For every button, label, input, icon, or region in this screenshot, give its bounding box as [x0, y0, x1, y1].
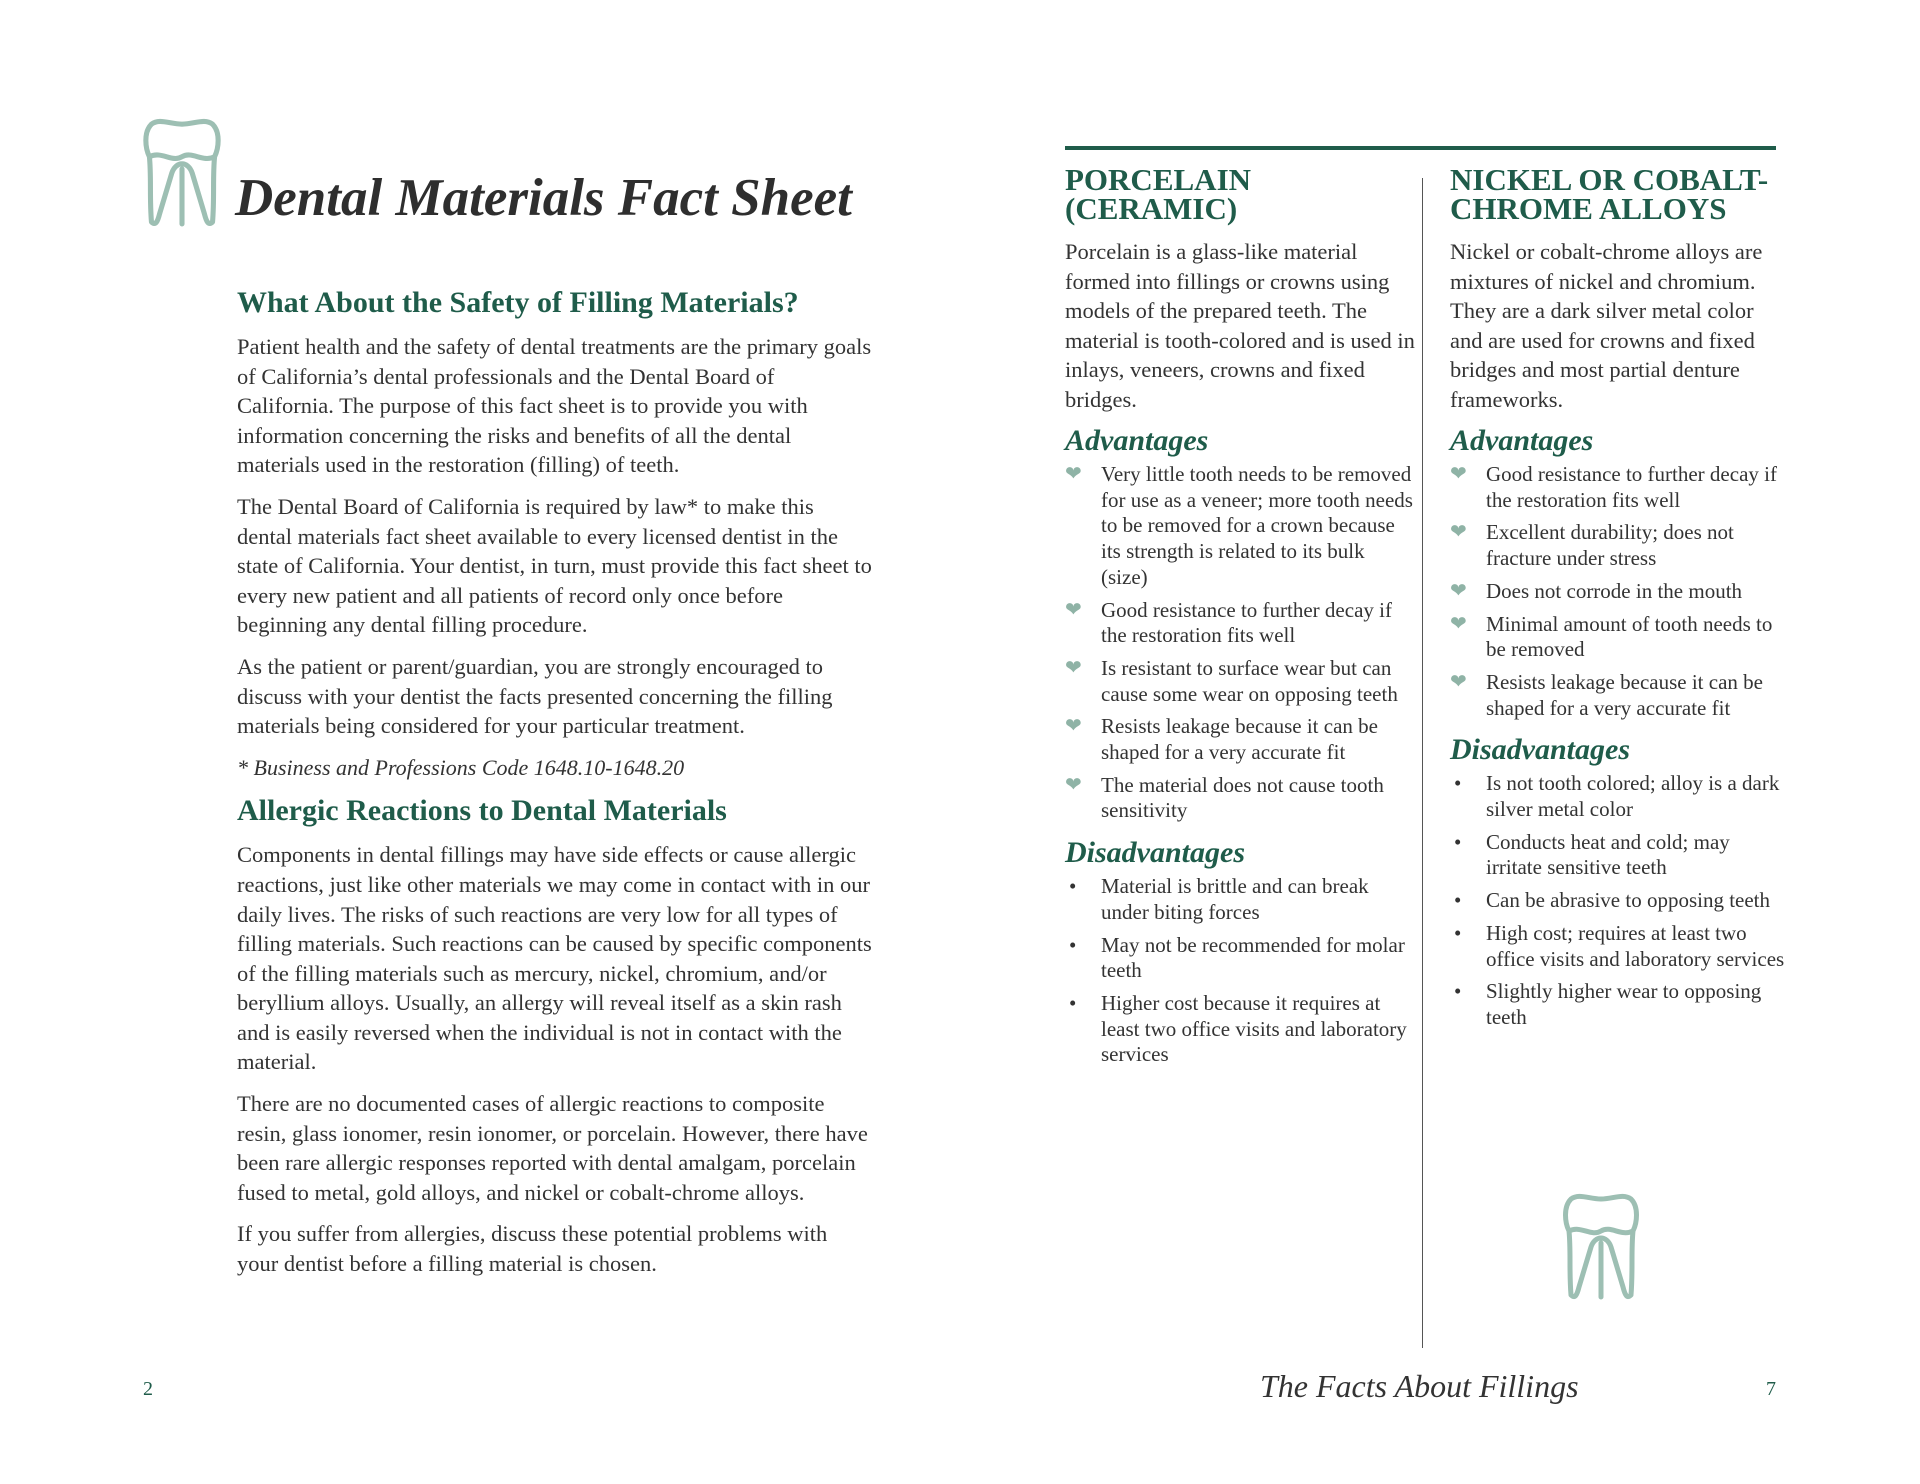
heart-bullet-icon: ❤: [1065, 773, 1082, 796]
paragraph: Patient health and the safety of dental treatments are the primary goals of California’s dental professionals and the Dental Board of California. The purpose of this fact sheet is to provide you with information concerning the risks and benefits of all the dental materials used in the restoration (filling) of teeth.: [237, 334, 872, 478]
tooth-icon: [1561, 1190, 1641, 1302]
bullet-dot-icon: •: [1454, 979, 1462, 1004]
heart-bullet-icon: ❤: [1450, 612, 1467, 635]
bullet-dot-icon: •: [1069, 932, 1077, 957]
section-heading-allergic: Allergic Reactions to Dental Materials: [237, 794, 727, 828]
column-intro: Nickel or cobalt-chrome alloys are mixtures of nickel and chromium. They are a dark silver metal color and are used for crowns and fixed bridges and most partial denture frameworks.: [1450, 239, 1763, 412]
paragraph: The Dental Board of California is required by law* to make this dental materials fact sheet available to every licensed dentist in the state of California. Your dentist, in turn, must provide this fact sheet to every new patient and all patients of record only once before beginning any dental filling procedure.: [237, 493, 872, 638]
paragraph: If you suffer from allergies, discuss these potential problems with your dentist before a filling material is chosen.: [237, 1221, 828, 1277]
footer-title: The Facts About Fillings: [1260, 1368, 1579, 1404]
page-number-right: 7: [1766, 1378, 1776, 1400]
bullet-dot-icon: •: [1454, 888, 1462, 913]
item-text: May not be recommended for molar teeth: [1101, 932, 1405, 983]
advantages-heading: Advantages: [1450, 424, 1594, 457]
column-heading: PORCELAIN (CERAMIC): [1065, 162, 1252, 226]
list-item: [1065, 773, 1415, 824]
list-item: [1450, 520, 1790, 571]
heart-bullet-icon: ❤: [1065, 598, 1082, 621]
bullet-dot-icon: •: [1454, 920, 1462, 945]
column-divider: [1422, 178, 1423, 1348]
bullet-dot-icon: •: [1454, 771, 1462, 796]
item-text: Resists leakage because it can be shaped for a very accurate fit: [1486, 669, 1763, 720]
list-item: [1065, 714, 1415, 765]
porcelain-column: [1065, 162, 1415, 1080]
list-item: [1065, 991, 1415, 1068]
paragraph: As the patient or parent/guardian, you are strongly encouraged to discuss with your dentist the facts presented concerning the filling materials being considered for your particular treatment.: [237, 653, 833, 739]
item-text: Is resistant to surface wear but can cause some wear on opposing teeth: [1101, 655, 1398, 706]
advantages-list: [1065, 462, 1415, 824]
left-column: [237, 286, 873, 1291]
heart-bullet-icon: ❤: [1450, 463, 1467, 485]
bullet-dot-icon: •: [1069, 874, 1077, 899]
list-item: [1065, 462, 1415, 591]
advantages-heading: Advantages: [1065, 424, 1209, 457]
item-text: Minimal amount of tooth needs to be removed: [1486, 611, 1773, 662]
list-item: [1450, 670, 1790, 721]
item-text: Is not tooth colored; alloy is a dark silver metal color: [1486, 771, 1780, 822]
top-rule: [1065, 146, 1776, 150]
tooth-logo-icon: [141, 116, 223, 228]
list-item: [1450, 888, 1790, 914]
heart-bullet-icon: ❤: [1065, 656, 1082, 679]
list-item: [1450, 921, 1790, 972]
item-text: Can be abrasive to opposing teeth: [1486, 888, 1771, 913]
list-item: [1065, 874, 1415, 925]
bullet-dot-icon: •: [1069, 990, 1077, 1015]
item-text: Slightly higher wear to opposing teeth: [1486, 979, 1762, 1029]
list-item: [1450, 579, 1790, 605]
list-item: [1450, 462, 1790, 513]
disadvantages-list: [1065, 874, 1415, 1068]
list-item: [1450, 830, 1790, 881]
heart-bullet-icon: ❤: [1450, 579, 1467, 602]
paragraph: Components in dental fillings may have side effects or cause allergic reactions, just like other materials we may come in contact with in our daily lives. The risks of such reactions are very low for all types of filling materials. Such reactions can be caused by specific components of the filling materials such as mercury, nickel, chromium, and/or beryllium alloys. Usually, an allergy will reveal itself as a skin rash and is easily reversed when the individual is not in contact with the material.: [237, 842, 872, 1075]
list-item: [1065, 933, 1415, 984]
bullet-dot-icon: •: [1454, 829, 1462, 854]
column-intro: Porcelain is a glass-like material formed into fillings or crowns using models of the prepared teeth. The material is tooth-colored and is used in inlays, veneers, crowns and fixed bridges.: [1065, 239, 1415, 412]
section-heading-safety: What About the Safety of Filling Materials?: [237, 286, 799, 319]
list-item: [1065, 598, 1415, 649]
list-item: [1450, 979, 1790, 1030]
column-heading: NICKEL OR COBALT-CHROME ALLOYS: [1450, 162, 1769, 226]
page-title: Dental Materials Fact Sheet: [235, 169, 852, 227]
item-text: High cost; requires at least two office visits and laboratory services: [1486, 920, 1785, 971]
nickel-cobalt-column: [1450, 162, 1790, 1043]
heart-bullet-icon: ❤: [1065, 715, 1082, 738]
disadvantages-heading: Disadvantages: [1450, 733, 1630, 767]
heart-bullet-icon: ❤: [1450, 521, 1467, 544]
disadvantages-list: [1450, 771, 1790, 1030]
item-text: Conducts heat and cold; may irritate sensitive teeth: [1486, 829, 1730, 880]
page-number-left: 2: [143, 1378, 153, 1400]
item-text: Excellent durability; does not fracture under stress: [1486, 520, 1734, 571]
list-item: [1065, 656, 1415, 707]
paragraph: There are no documented cases of allergic reactions to composite resin, glass ionomer, resin ionomer, or porcelain. However, there have been rare allergic responses reported with dental amalgam, porcelain fused to metal, gold alloys, and nickel or cobalt-chrome alloys.: [237, 1091, 868, 1205]
item-text: Very little tooth needs to be removed for use as a veneer; more tooth needs to be removed for a crown because its strength is related to its bulk (size): [1101, 462, 1413, 589]
item-text: Material is brittle and can break under biting forces: [1101, 874, 1369, 924]
heart-bullet-icon: ❤: [1450, 670, 1467, 693]
list-item: [1450, 612, 1790, 663]
item-text: The material does not cause tooth sensitivity: [1101, 772, 1384, 823]
advantages-list: [1450, 462, 1790, 721]
item-text: Good resistance to further decay if the restoration fits well: [1101, 597, 1392, 648]
disadvantages-heading: Disadvantages: [1065, 836, 1245, 870]
footnote: * Business and Professions Code 1648.10-1648.20: [237, 754, 685, 780]
heart-bullet-icon: ❤: [1065, 463, 1082, 485]
item-text: Good resistance to further decay if the restoration fits well: [1486, 462, 1777, 512]
item-text: Resists leakage because it can be shaped for a very accurate fit: [1101, 714, 1378, 765]
item-text: Higher cost because it requires at least two office visits and laboratory services: [1101, 990, 1407, 1067]
item-text: Does not corrode in the mouth: [1486, 578, 1743, 603]
list-item: [1450, 771, 1790, 822]
